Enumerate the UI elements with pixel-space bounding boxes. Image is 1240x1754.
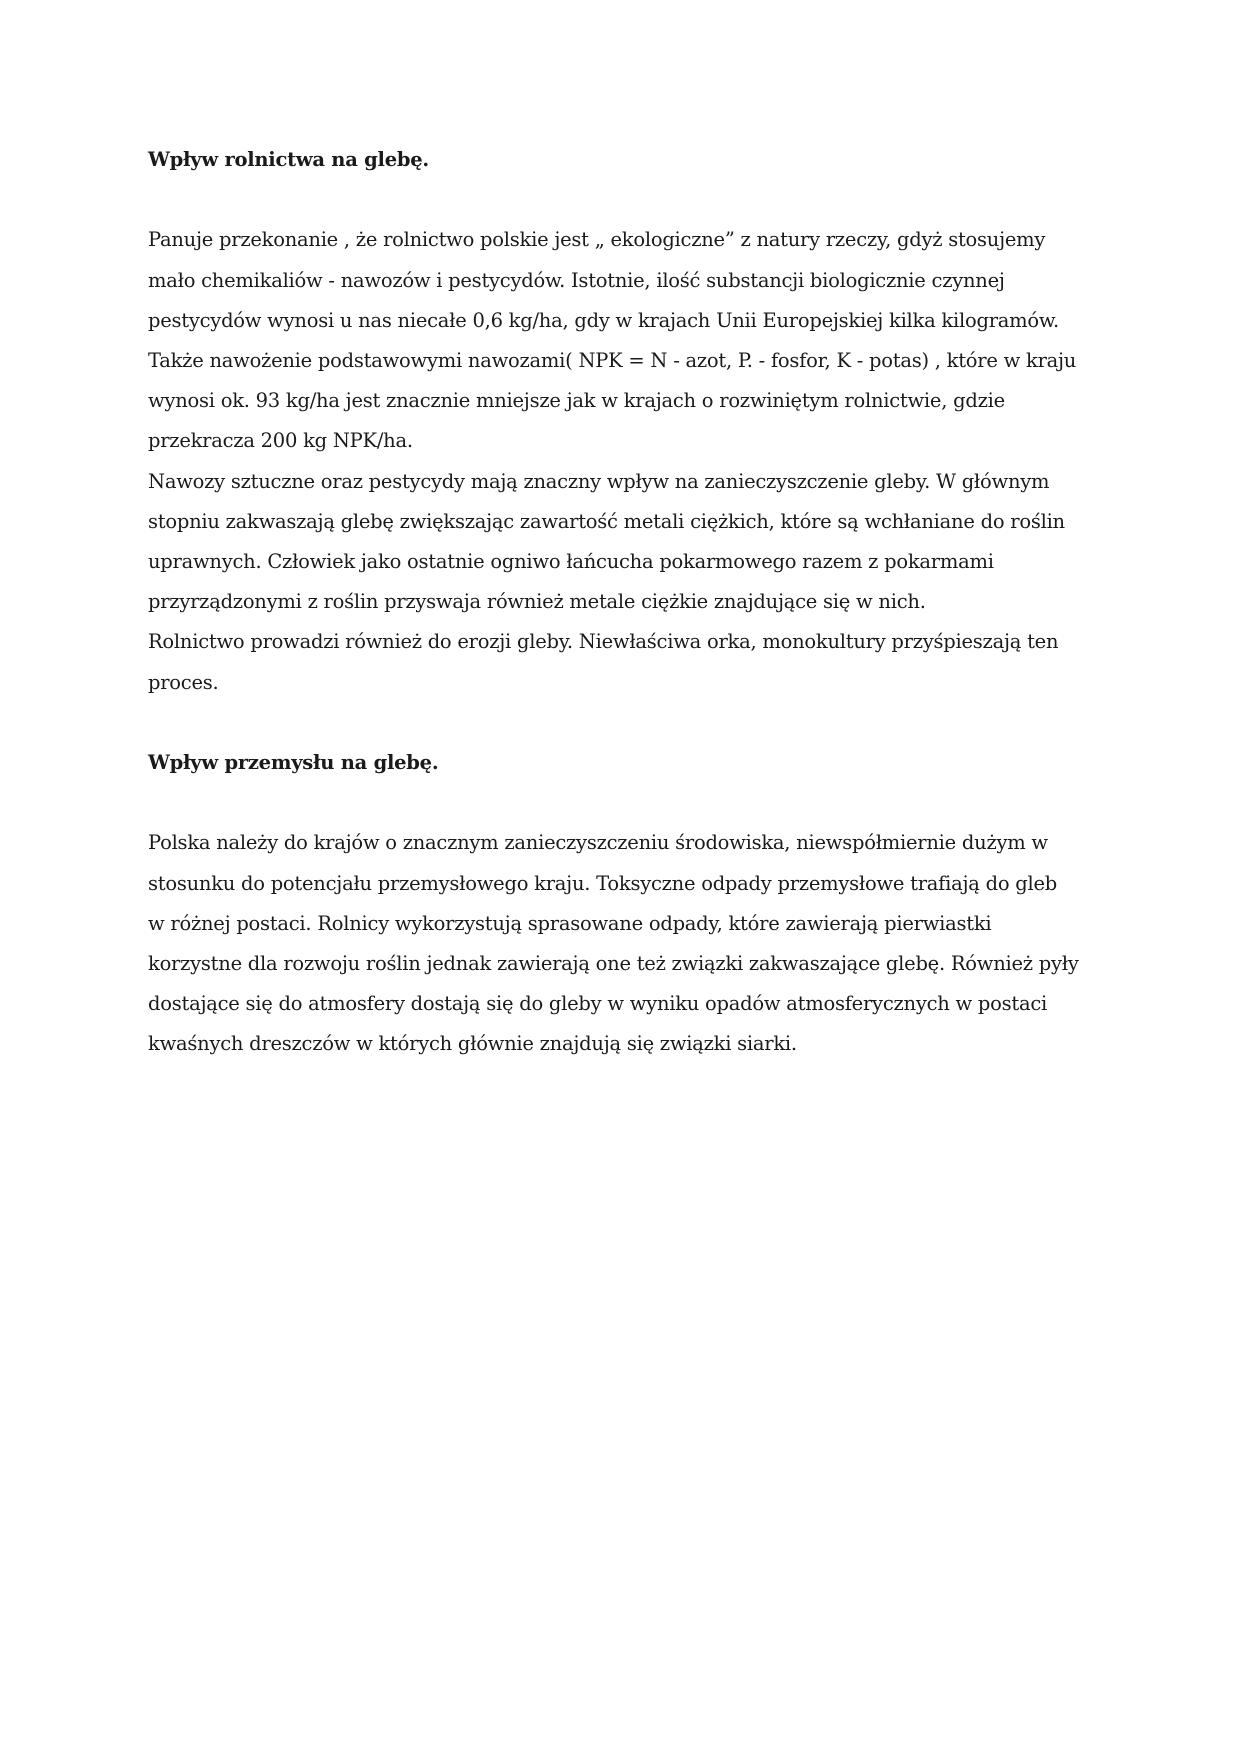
text-line: korzystne dla rozwoju roślin jednak zawierają one też związki zakwaszające glebę. Również pyły	[148, 952, 1079, 976]
text-line: przyrządzonymi z roślin przyswaja również metale ciężkie znajdujące się w nich.	[148, 590, 926, 614]
paragraph-fertilizers	[148, 462, 1098, 623]
text-line: Polska należy do krajów o znacznym zanieczyszczeniu środowiska, niewspółmiernie dużym w	[148, 831, 1048, 855]
text-line: stopniu zakwaszają glebę zwiększając zawartość metali ciężkich, które są wchłaniane do roślin	[148, 509, 1065, 533]
paragraph-erosion	[148, 622, 1098, 702]
text-line: Panuje przekonanie , że rolnictwo polskie jest „ ekologiczne” z natury rzeczy, gdyż stosujemy	[148, 228, 1046, 252]
document-body	[148, 140, 1098, 1065]
text-line: uprawnych. Człowiek jako ostatnie ogniwo łańcucha pokarmowego razem z pokarmami	[148, 550, 994, 574]
text-line: Także nawożenie podstawowymi nawozami( NPK = N - azot, P. - fosfor, K - potas) , które w kraju	[148, 349, 1077, 372]
text-line: Nawozy sztuczne oraz pestycydy mają znaczny wpływ na zanieczyszczenie gleby. W głównym	[148, 469, 1050, 493]
spacer	[148, 703, 1098, 743]
text-line: proces.	[148, 670, 219, 694]
text-line: stosunku do potencjału przemysłowego kraju. Toksyczne odpady przemysłowe trafiają do gleb	[148, 871, 1058, 895]
text-line: wynosi ok. 93 kg/ha jest znacznie mniejsze jak w krajach o rozwiniętym rolnictwie, gdzie	[148, 389, 1005, 413]
text-line: mało chemikaliów - nawozów i pestycydów. Istotnie, ilość substancji biologicznie czynnej	[148, 268, 1005, 292]
spacer	[148, 783, 1098, 823]
text-line: pestycydów wynosi u nas niecałe 0,6 kg/ha, gdy w krajach Unii Europejskiej kilka kilogramów.	[148, 308, 1059, 332]
section-heading-industry: Wpływ przemysłu na glebę.	[148, 751, 439, 775]
text-line: w różnej postaci. Rolnicy wykorzystują sprasowane odpady, które zawierają pierwiastki	[148, 911, 992, 935]
text-line: kwaśnych dreszczów w których głównie znajdują się związki siarki.	[148, 1032, 797, 1056]
paragraph-agriculture-intro	[148, 220, 1098, 461]
text-line: Rolnictwo prowadzi również do erozji gleby. Niewłaściwa orka, monokultury przyśpieszają ten	[148, 630, 1059, 654]
paragraph-industry	[148, 823, 1098, 1064]
text-line: dostające się do atmosfery dostają się do gleby w wyniku opadów atmosferycznych w postaci	[148, 992, 1048, 1016]
spacer	[148, 180, 1098, 220]
section-heading-agriculture: Wpływ rolnictwa na glebę.	[148, 148, 429, 171]
text-line: przekracza 200 kg NPK/ha.	[148, 429, 413, 453]
